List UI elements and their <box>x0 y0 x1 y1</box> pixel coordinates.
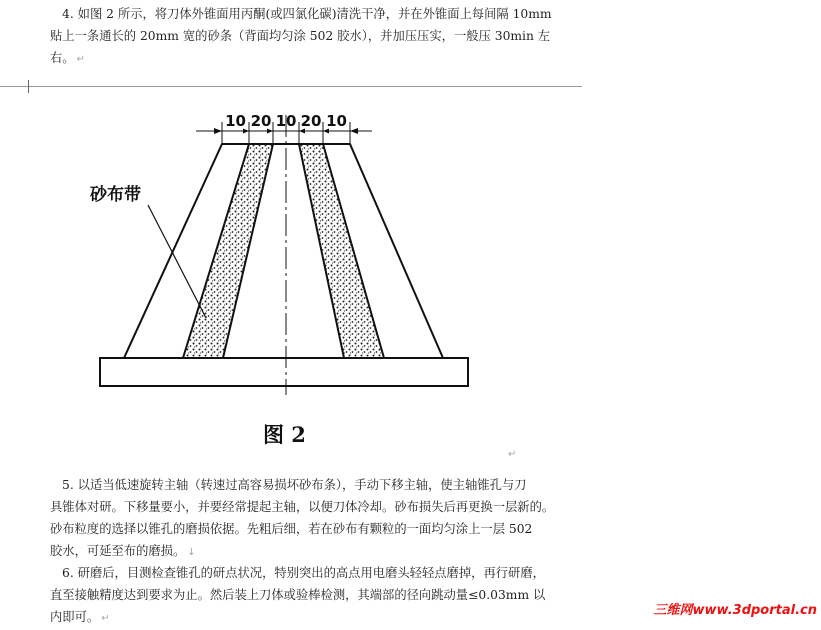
text-line: 6. 研磨后，目测检查锥孔的研点状况，特别突出的高点用电磨头轻轻点磨掉，再行研磨， <box>62 566 545 580</box>
base-plate <box>100 358 468 386</box>
figure-2-diagram <box>0 90 517 460</box>
page-break-line <box>0 86 582 87</box>
dimension-label: 20 <box>300 112 322 130</box>
text-line: 具锥体对研。下移量要小，并要经常提起主轴，以便刀体冷却。砂布损失后再更换一层新的。 <box>50 500 555 514</box>
dimension-label: 10 <box>275 112 297 130</box>
text-line: 内即可。 ↵ <box>50 610 110 624</box>
abrasive-belt-label: 砂布带 <box>90 185 141 205</box>
text-line: 砂布粒度的选择以锥孔的磨损依据。先粗后细，若在砂布有颗粒的一面均匀涂上一层 502 <box>50 522 533 536</box>
paragraph-6 <box>14 562 554 628</box>
dimension-label: 20 <box>250 112 272 130</box>
figure-caption: 图 2 <box>263 422 306 447</box>
site-watermark: 三维网www.3dportal.cn <box>653 603 817 618</box>
text-line: 5. 以适当低速旋转主轴（转速过高容易损坏砂布条），手动下移主轴，使主轴锥孔与刀 <box>62 478 527 492</box>
text-line: 贴上一条通长的 20mm 宽的砂条（背面均匀涂 502 胶水），并加压压实，一般压 30min 左 <box>50 29 551 43</box>
dimension-label: 10 <box>326 112 347 130</box>
text-line: 直至接触精度达到要求为止。然后装上刀体或验棒检测，其端部的径向跳动量≤0.03mm 以 <box>50 588 546 602</box>
text-line: 4. 如图 2 所示，将刀体外锥面用丙酮(或四氯化碳)清洗干净，并在外锥面上每间隔 10mm <box>62 7 552 21</box>
paragraph-mark: ↵ <box>508 449 517 460</box>
text-line: 胶水，可延至布的磨损。 ↓ <box>50 544 196 558</box>
paragraph-4 <box>14 3 554 69</box>
paragraph-5 <box>14 474 554 562</box>
text-line: 右。 ↵ <box>50 51 85 65</box>
dimension-label: 10 <box>225 112 246 130</box>
